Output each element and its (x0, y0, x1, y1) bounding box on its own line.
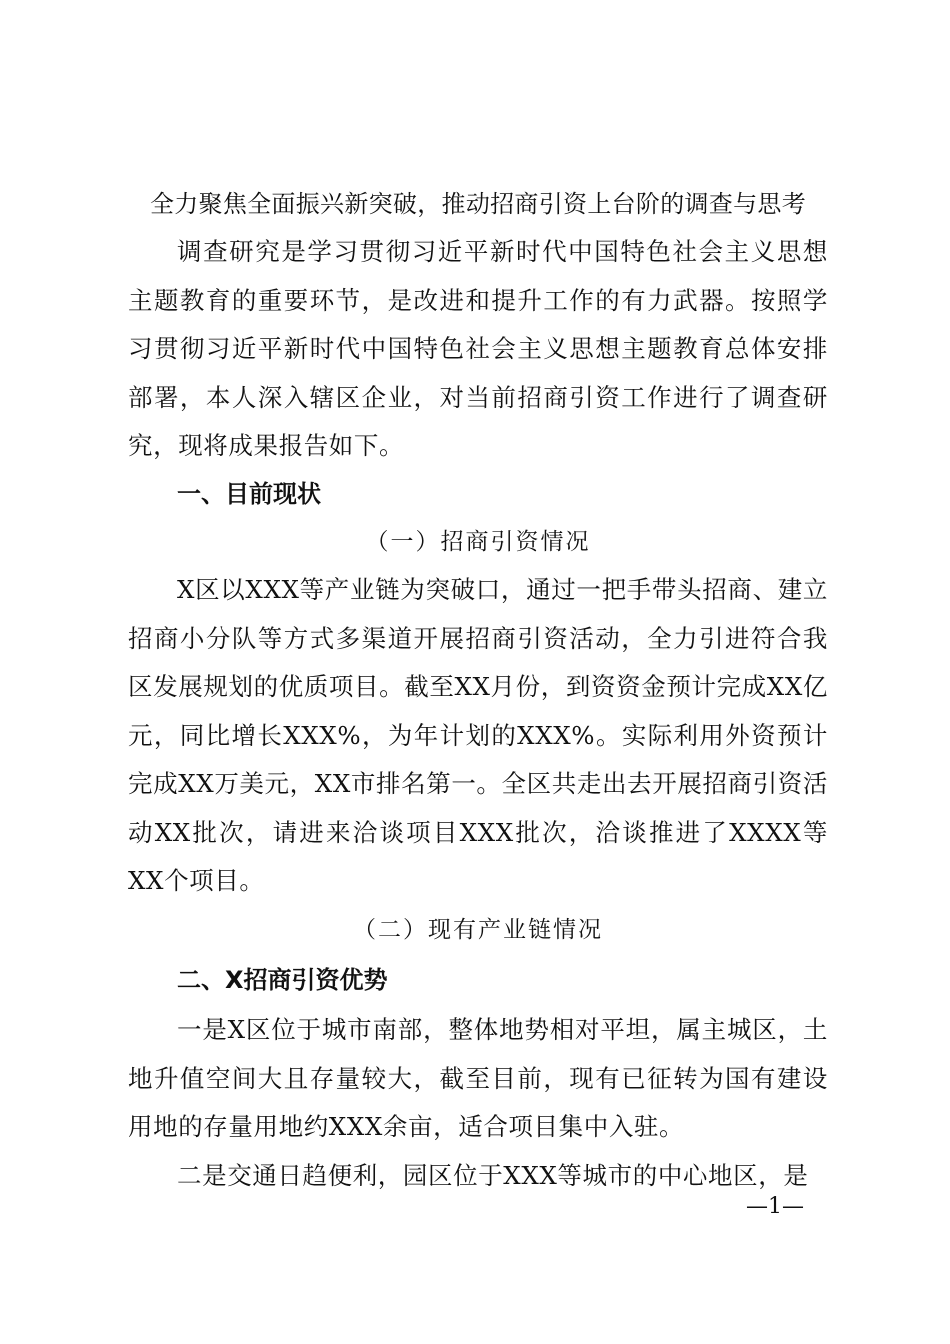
intro-paragraph: 调查研究是学习贯彻习近平新时代中国特色社会主义思想主题教育的重要环节，是改进和提升工作的有力武器。按照学习贯彻习近平新时代中国特色社会主义思想主题教育总体安排部署，本人深入辖区企业，对当前招商引资工作进行了调查研究，现将成果报告如下。 (128, 237, 828, 460)
advantage-point-1: 一是X区位于城市南部，整体地势相对平坦，属主城区，土地升值空间大且存量较大，截至目前，现有已征转为国有建设用地的存量用地约XXX余亩，适合项目集中入驻。 (128, 1015, 828, 1141)
investment-paragraph: X区以XXX等产业链为突破口，通过一把手带头招商、建立招商小分队等方式多渠道开展招商引资活动，全力引进符合我区发展规划的优质项目。截至XX月份，到资资金预计完成XX亿元，同比增长XXX%，为年计划的XXX%。实际利用外资预计完成XX万美元，XX市排名第一。全区共走出去开展招商引资活动XX批次，请进来洽谈项目XXX批次，洽谈推进了XXXX等XX个项目。 (128, 575, 828, 895)
subsection-heading-industry-chain: （二）现有产业链情况 (353, 917, 603, 943)
subsection-heading-investment: （一）招商引资情况 (365, 529, 591, 555)
document-title: 全力聚焦全面振兴新突破，推动招商引资上台阶的调查与思考 (149, 190, 807, 218)
advantage-point-2: 二是交通日趋便利，园区位于XXX等城市的中心地区，是 (177, 1161, 809, 1190)
section-heading-advantages: 二、X招商引资优势 (177, 966, 388, 994)
section-heading-current-status: 一、目前现状 (177, 480, 321, 508)
page-number: —1— (746, 1194, 804, 1219)
